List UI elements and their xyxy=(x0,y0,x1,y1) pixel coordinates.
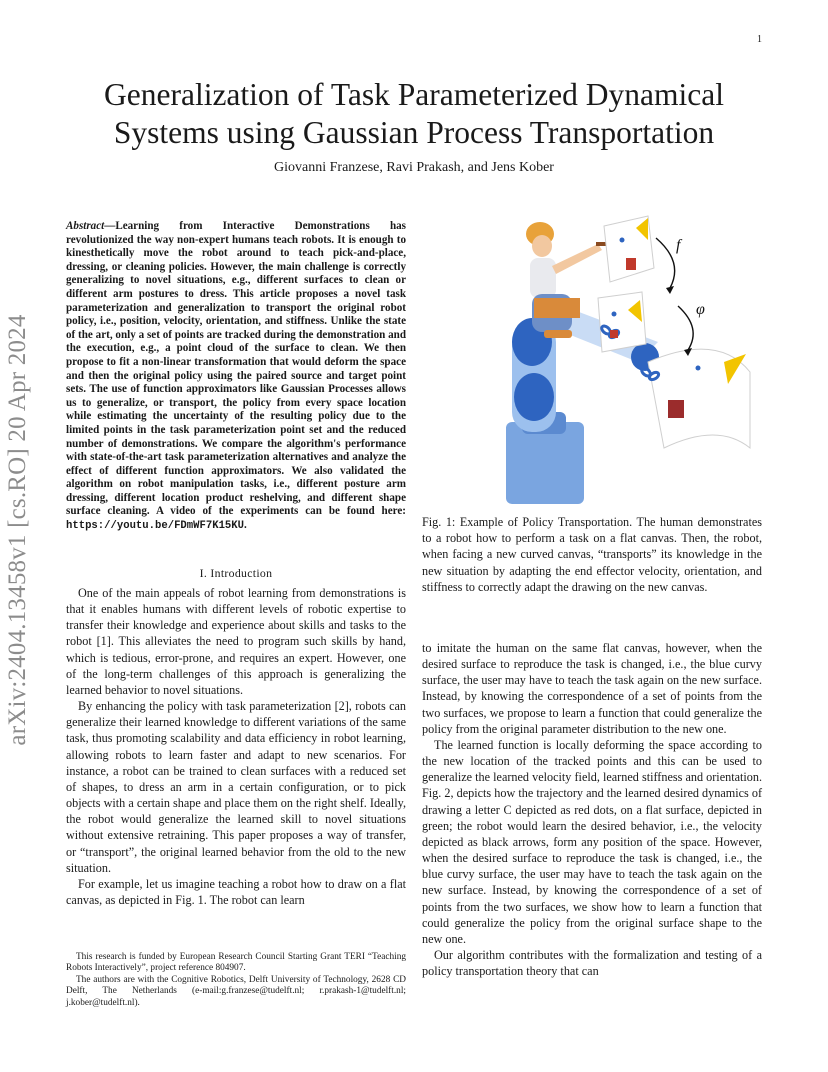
intro-paragraph: The learned function is locally deforming the space according to the new location of the tracked points and this can be used to generalize the learned velocity field, learned stiffness and orientation. Fig. 2, depicts how the trajectory and the learned desired dynamics of drawing a letter C depicted as red dots, on a flat surface, depicted in green; the robot would learn the desired behavior, i.e., the velocity depicted as black arrows, form any position of the space. However, when the desired surface to reproduce the task is changed, i.e., the blue curvy surface, the user may have to teach the task again on the new surface. Instead, by knowing the correspondence of a set of points from the two surfaces, we show how to learn a function that could generalize the policy from the original surface shape to the new one. xyxy=(422,737,762,946)
blue-dot xyxy=(696,366,701,371)
human-arm xyxy=(552,244,602,274)
arxiv-stamp: arXiv:2404.13458v1 [cs.RO] 20 Apr 2024 xyxy=(4,314,31,746)
footnote-funding: This research is funded by European Research Council Starting Grant TERI “Teaching Robots Interactively”, project reference 804907. xyxy=(66,952,406,974)
intro-paragraph: One of the main appeals of robot learning from demonstrations is that it enables humans with different levels of robotic expertise to transfer their knowledge and experience about skills and tasks to the robot [1]. This alleviates the need to program such skills by hand, which is tedious, error-prone, and requires an expert. However, one of the long-term challenges of this approach is generalizing the learned behavior to novel situations. xyxy=(66,586,406,697)
label-f: f xyxy=(676,237,681,254)
red-shape xyxy=(610,330,618,338)
page-number: 1 xyxy=(757,34,762,45)
human-torso xyxy=(530,258,556,298)
transport-arrow-phi xyxy=(678,306,693,350)
footnotes xyxy=(66,952,406,1009)
intro-left-column xyxy=(66,585,406,908)
label-phi: φ xyxy=(696,301,705,318)
red-shape xyxy=(668,400,684,418)
section-heading-introduction: I. Introduction xyxy=(199,566,273,580)
robot-base xyxy=(506,422,584,504)
transport-arrow-f xyxy=(656,238,675,288)
human-head xyxy=(532,235,552,257)
intro-paragraph: By enhancing the policy with task parameterization [2], robots can generalize their learned knowledge to different variations of the same task, thus promoting scalability and data efficiency in robot learning, allowing robots to learn faster and adapt to new scenarios. For instance, a robot can be trained to clean surfaces with a reduced set of shapes, to dress an arm in a certain configuration, or to pick objects with a certain shape and place them on the right shelf. Ideally, the robot would generalize the learned skill to novel situations without extensive retraining. This paper proposes a way of transfer, or “transport”, the original learned behavior from the old to the new situation. xyxy=(66,699,406,875)
shoe xyxy=(544,330,572,338)
intro-paragraph: Our algorithm contributes with the formalization and testing of a policy transportation theory that can xyxy=(422,947,762,979)
intro-right-column xyxy=(422,640,762,979)
blue-dot xyxy=(620,238,625,243)
figure-1-illustration xyxy=(488,212,760,507)
abstract-label: Abstract xyxy=(66,220,105,232)
middle-canvas xyxy=(598,292,646,352)
figure-1-caption: Fig. 1: Example of Policy Transportation. The human demonstrates to a robot how to perform a task on a flat canvas. Then, the robot, when facing a new curved canvas, “transports” its knowledge in the new situation by adapting the end effector velocity, orientation, and stiffness to correctly adapt the drawing on the new canvas. xyxy=(422,515,762,594)
policy-transportation-drawing xyxy=(488,212,760,507)
paper-authors: Giovanni Franzese, Ravi Prakash, and Jens Kober xyxy=(274,160,554,175)
robot-joint xyxy=(514,373,554,421)
arrow-head xyxy=(666,286,674,294)
chair xyxy=(534,298,580,318)
video-link[interactable]: https://youtu.be/FDmWF7K15KU xyxy=(66,520,245,533)
blue-dot xyxy=(612,312,617,317)
abstract-end: . xyxy=(244,519,247,532)
abstract-body: —Learning from Interactive Demonstrations has revolutionized the way non-expert humans teach robots. It is enough to kinesthetically move the robot around to teach pick-and-place, dressing, or cleaning policies. However, the main challenge is correctly generalizing to novel situations, e.g., different surfaces to clean or different arm postures to dress. This article proposes a novel task parameterization and generalization to transport the original robot policy, i.e., position, velocity, orientation, and stiffness. Unlike the state of the art, only a set of points are tracked during the demonstration and the execution, e.g., a point cloud of the surface to clean. We then propose to fit a non-linear transformation that would deform the space and then the original policy using the paired source and target point sets. The use of function approximators like Gaussian Processes allows us to generalize, or transport, the policy from every space location while estimating the uncertainty of the resulting policy due to the limited points in the task parameterization point set and the reduced number of demonstrations. We compare the algorithm's performance with state-of-the-art task parameterization alternatives and analyze the effect of different function approximators. We also validated the algorithm on robot manipulation tasks, i.e., different posture arm dressing, different location product reshelving, and different shape surface cleaning. A video of the experiments can be found here: xyxy=(66,220,406,518)
intro-paragraph: to imitate the human on the same flat canvas, however, when the desired surface to reproduce the task is changed, i.e., the blue curvy surface, the user may have to teach the task again on the new surface. Instead, by knowing the correspondence of a set of points from the two surfaces, we propose to learn a function that could generalize the policy from the original parameter distribution to the new one. xyxy=(422,641,762,736)
arxiv-stamp-margin xyxy=(0,310,36,750)
footnote-affiliation: The authors are with the Cognitive Robotics, Delft University of Technology, 2628 CD Delft, The Netherlands (e-mail:g.franzese@tudelft.nl; r.prakash-1@tudelft.nl; j.kober@tudelft.nl). xyxy=(66,974,406,1008)
red-shape xyxy=(626,258,636,270)
abstract xyxy=(66,220,406,534)
paper-title: Generalization of Task Parameterized Dynamical Systems using Gaussian Process Transportation xyxy=(104,77,724,150)
intro-paragraph: For example, let us imagine teaching a robot how to draw on a flat canvas, as depicted in Fig. 1. The robot can learn xyxy=(66,876,406,907)
